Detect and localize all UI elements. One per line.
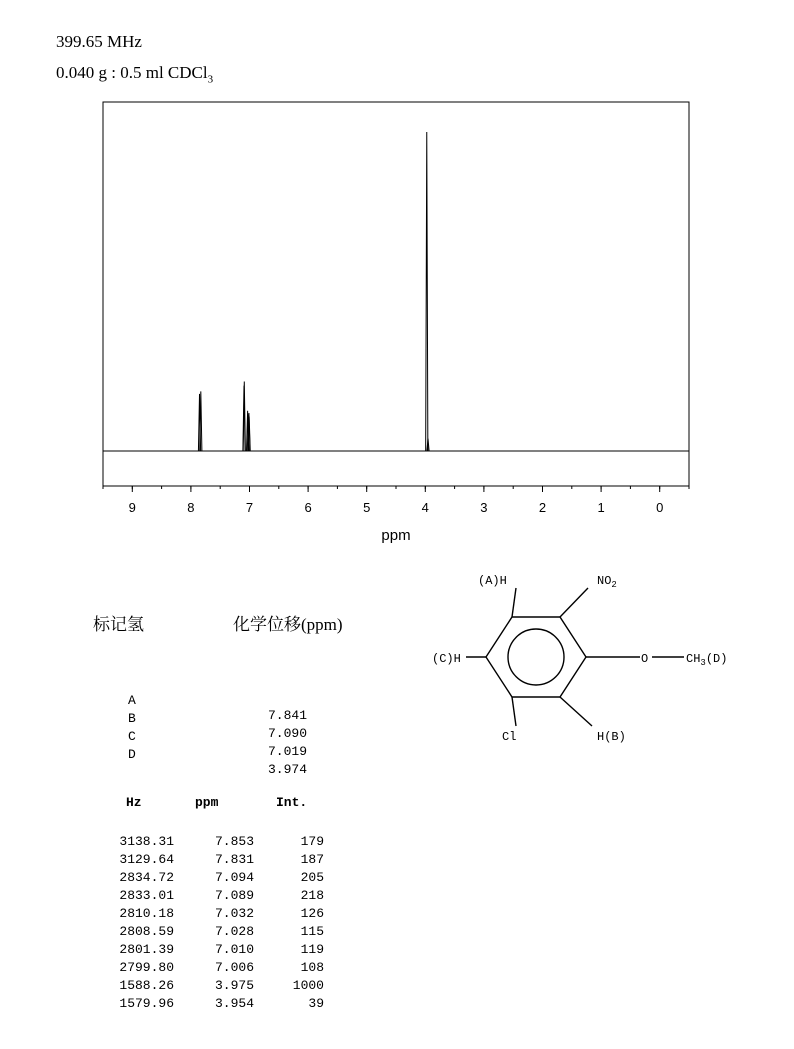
peak-hz: 2834.72 [119, 870, 174, 885]
label-no2 [597, 574, 617, 590]
label-b: H(B) [597, 730, 626, 744]
label-header: 标记氢 [93, 615, 144, 634]
peak-ppm: 7.831 [214, 852, 254, 867]
frequency-label: 399.65 MHz [56, 32, 142, 51]
x-tick-label: 5 [363, 500, 371, 515]
x-tick-label: 2 [538, 500, 547, 515]
label-ch3-text: CH [686, 652, 701, 666]
label-a: (A)H [478, 574, 507, 588]
label-cl: Cl [502, 730, 517, 744]
x-tick-label: 9 [128, 500, 136, 515]
x-tick-label: 3 [480, 500, 488, 515]
peak-int: 108 [300, 960, 324, 975]
label-c: (C)H [432, 652, 461, 666]
assignment-shift: 3.974 [268, 762, 308, 777]
molecular-structure [420, 560, 760, 750]
peaks-group [198, 132, 429, 451]
peak-ppm: 7.006 [214, 960, 254, 975]
bond-b [560, 697, 592, 726]
assignment-label: C [128, 729, 136, 744]
peak-ppm: 3.954 [214, 996, 254, 1011]
shift-header: 化学位移(ppm) [233, 615, 343, 634]
peak-ppm: 7.028 [214, 924, 254, 939]
peak-hz: 3129.64 [119, 852, 174, 867]
bond-cl [512, 697, 516, 726]
ring-aromatic-circle [508, 629, 564, 685]
peak-hz: 2799.80 [119, 960, 174, 975]
peak-int: 115 [300, 924, 324, 939]
peak-int: 218 [300, 888, 324, 903]
peak-ppm: 7.010 [214, 942, 254, 957]
label-no2-sub: 2 [611, 580, 617, 590]
peak-int: 187 [300, 852, 324, 867]
peak-int: 119 [300, 942, 324, 957]
x-tick-label: 0 [656, 500, 664, 515]
peak-hz: 1579.96 [119, 996, 174, 1011]
peak-ppm: 7.853 [214, 834, 254, 849]
peak-hz: 3138.31 [119, 834, 174, 849]
assignment-shift: 7.090 [268, 726, 308, 741]
peak-hz: 2808.59 [119, 924, 174, 939]
x-tick-label: 4 [421, 500, 429, 515]
peak-int: 205 [300, 870, 324, 885]
int-header: Int. [276, 795, 308, 810]
x-axis-label: ppm [381, 527, 411, 544]
peak-hz: 2810.18 [119, 906, 174, 921]
x-tick-label: 8 [187, 500, 195, 515]
benzene-ring [466, 588, 684, 726]
peak-ppm: 3.975 [214, 978, 254, 993]
ppm-header: ppm [195, 795, 219, 810]
peak-int: 179 [300, 834, 324, 849]
hz-header: Hz [126, 795, 142, 810]
assignment-label: D [128, 747, 136, 762]
assignment-label: B [128, 711, 136, 726]
x-tick-label: 6 [304, 500, 312, 515]
peak-hz: 2801.39 [119, 942, 174, 957]
label-ch3 [686, 652, 727, 668]
peak-int: 126 [300, 906, 324, 921]
label-no2-text: NO [597, 574, 612, 588]
label-o: O [641, 652, 649, 666]
x-axis-ticks [103, 486, 689, 515]
peak-hz: 2833.01 [119, 888, 174, 903]
assignment-shift: 7.841 [268, 708, 308, 723]
peak-ppm: 7.094 [214, 870, 254, 885]
bond-no2 [560, 588, 588, 617]
peak-ppm: 7.032 [214, 906, 254, 921]
peak-ppm: 7.089 [214, 888, 254, 903]
plot-frame [103, 102, 689, 486]
assignment-label: A [128, 693, 136, 708]
x-tick-label: 1 [597, 500, 605, 515]
peak-int: 1000 [292, 978, 324, 993]
spectrum-peak [426, 132, 428, 451]
x-tick-label: 7 [245, 500, 254, 515]
sample-subscript: 3 [207, 73, 214, 86]
bond-a [512, 588, 516, 617]
peak-hz: 1588.26 [119, 978, 174, 993]
label-ch3-sub: 3 [700, 658, 706, 668]
label-d: (D) [705, 652, 728, 666]
assignment-shift: 7.019 [268, 744, 308, 759]
sample-text: 0.040 g : 0.5 ml CDCl [56, 63, 208, 82]
peak-int: 39 [308, 996, 324, 1011]
